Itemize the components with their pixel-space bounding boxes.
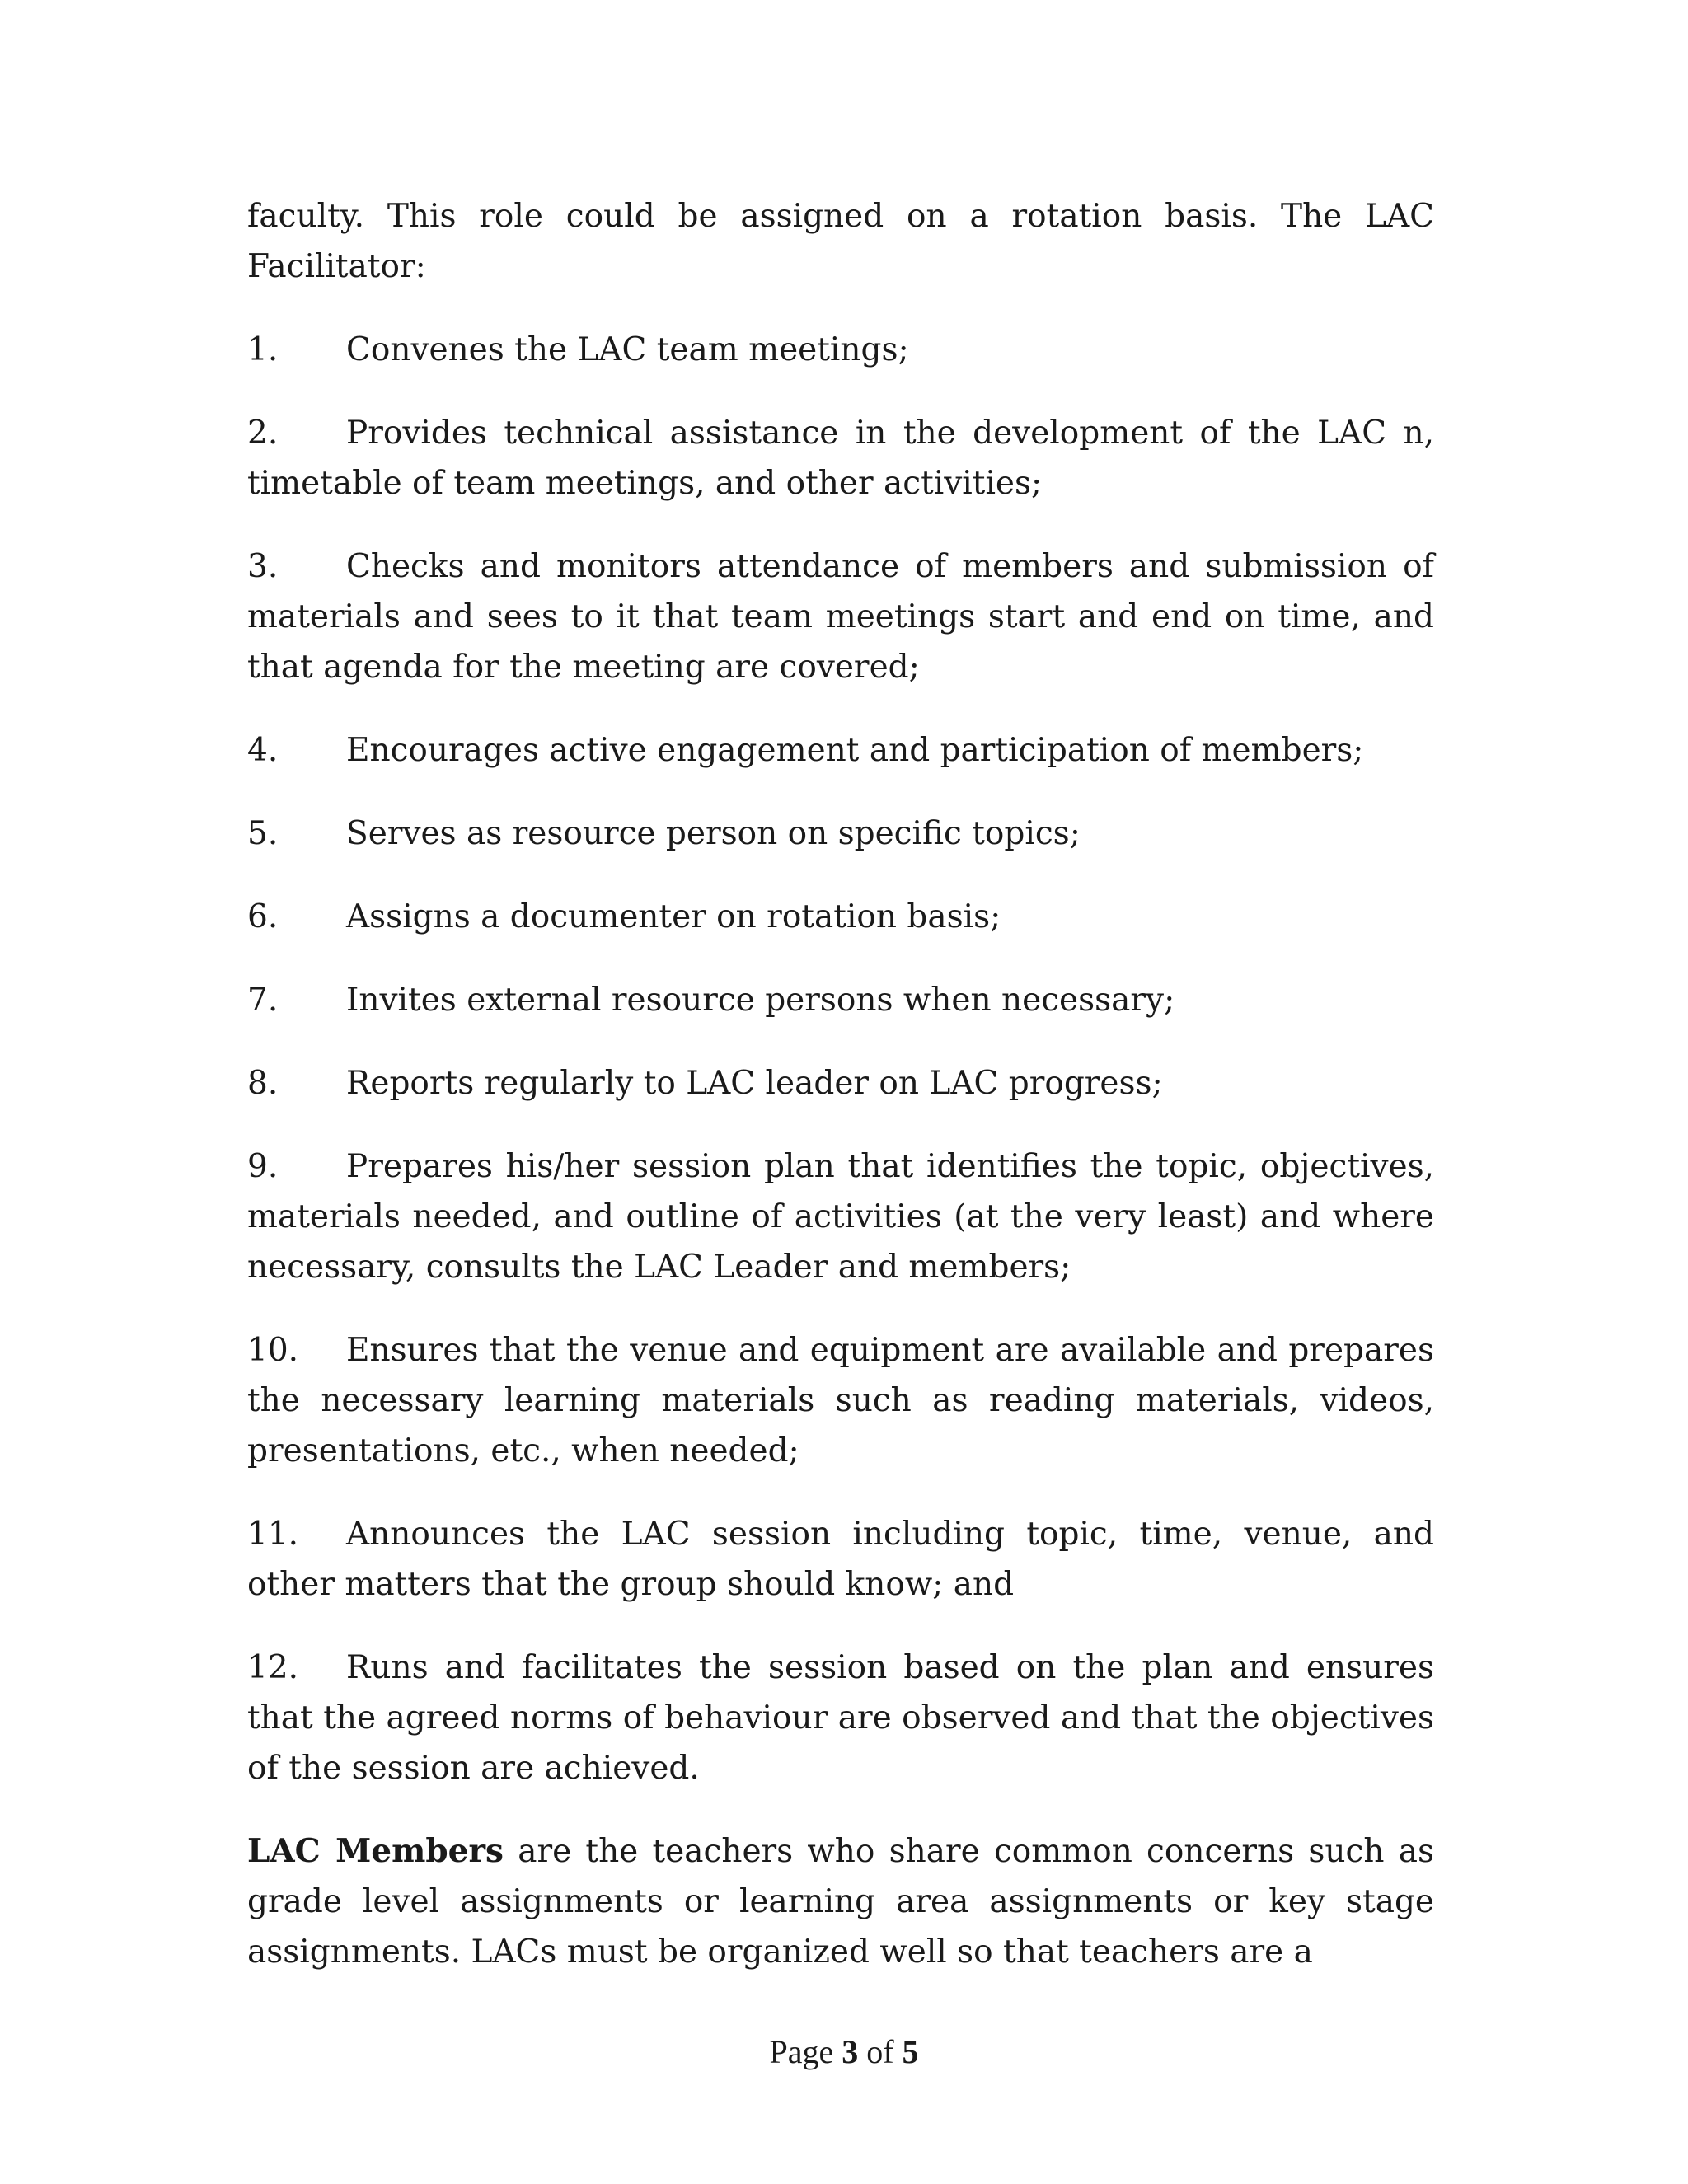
list-item-text: Convenes the LAC team meetings; xyxy=(346,331,909,368)
list-item xyxy=(247,408,1434,509)
footer-middle: of xyxy=(858,2033,903,2070)
list-item-text: Reports regularly to LAC leader on LAC progress; xyxy=(346,1065,1163,1102)
list-item-number: 3. xyxy=(247,548,279,585)
list-item-number: 7. xyxy=(247,982,279,1019)
list-item xyxy=(247,1058,1434,1108)
list-item-text: Announces the LAC session including topic, time, venue, and other matters that the group should know; and xyxy=(247,1516,1434,1603)
list-item xyxy=(247,725,1434,776)
footer-total-pages: 5 xyxy=(902,2033,919,2070)
list-item-number: 10. xyxy=(247,1332,299,1369)
list-item-number: 5. xyxy=(247,815,279,852)
list-item xyxy=(247,1643,1434,1793)
list-item-number: 4. xyxy=(247,732,279,769)
list-item xyxy=(247,325,1434,375)
list-item-text: Encourages active engagement and participation of members; xyxy=(346,732,1364,769)
list-item-number: 12. xyxy=(247,1649,299,1686)
footer-current-page: 3 xyxy=(842,2033,859,2070)
list-item xyxy=(247,892,1434,942)
list-item xyxy=(247,975,1434,1025)
list-item xyxy=(247,1141,1434,1292)
list-item-text: Checks and monitors attendance of members and submission of materials and sees to it that team meetings start and end on time, and that agenda for the meeting are covered; xyxy=(247,548,1434,686)
page-body xyxy=(247,191,1434,2010)
members-term: LAC Members xyxy=(247,1832,504,1870)
list-item-text: Serves as resource person on specific topics; xyxy=(346,815,1081,852)
members-paragraph xyxy=(247,1826,1434,1977)
list-item xyxy=(247,1325,1434,1476)
list-item-text: Prepares his/her session plan that identifies the topic, objectives, materials needed, and outline of activities (at the very least) and where necessary, consults the LAC Leader and members; xyxy=(247,1148,1434,1286)
list-item xyxy=(247,808,1434,859)
list-item-text: Assigns a documenter on rotation basis; xyxy=(346,898,1001,935)
list-item-number: 6. xyxy=(247,898,279,935)
list-item-text: Invites external resource persons when necessary; xyxy=(346,982,1175,1019)
list-item-number: 2. xyxy=(247,415,279,452)
list-item xyxy=(247,541,1434,692)
list-item-number: 8. xyxy=(247,1065,279,1102)
footer-prefix: Page xyxy=(769,2033,842,2070)
list-item-number: 11. xyxy=(247,1516,299,1553)
page-footer xyxy=(0,2032,1688,2072)
list-item-text: Provides technical assistance in the development of the LAC n, timetable of team meetings, and other activities; xyxy=(247,415,1434,502)
intro-paragraph: faculty. This role could be assigned on a rotation basis. The LAC Facilitator: xyxy=(247,198,1434,285)
list-item-number: 9. xyxy=(247,1148,279,1185)
members-text: are the teachers who share common concerns such as grade level assignments or learning area assignments or key stage assignments. LACs must be organized well so that teachers are a xyxy=(247,1833,1434,1971)
list-item-text: Ensures that the venue and equipment are available and prepares the necessary learning materials such as reading materials, videos, presentations, etc., when needed; xyxy=(247,1332,1434,1469)
list-item xyxy=(247,1509,1434,1610)
list-item-text: Runs and facilitates the session based on the plan and ensures that the agreed norms of behaviour are observed and that the objectives of the session are achieved. xyxy=(247,1649,1434,1787)
list-item-number: 1. xyxy=(247,331,279,368)
